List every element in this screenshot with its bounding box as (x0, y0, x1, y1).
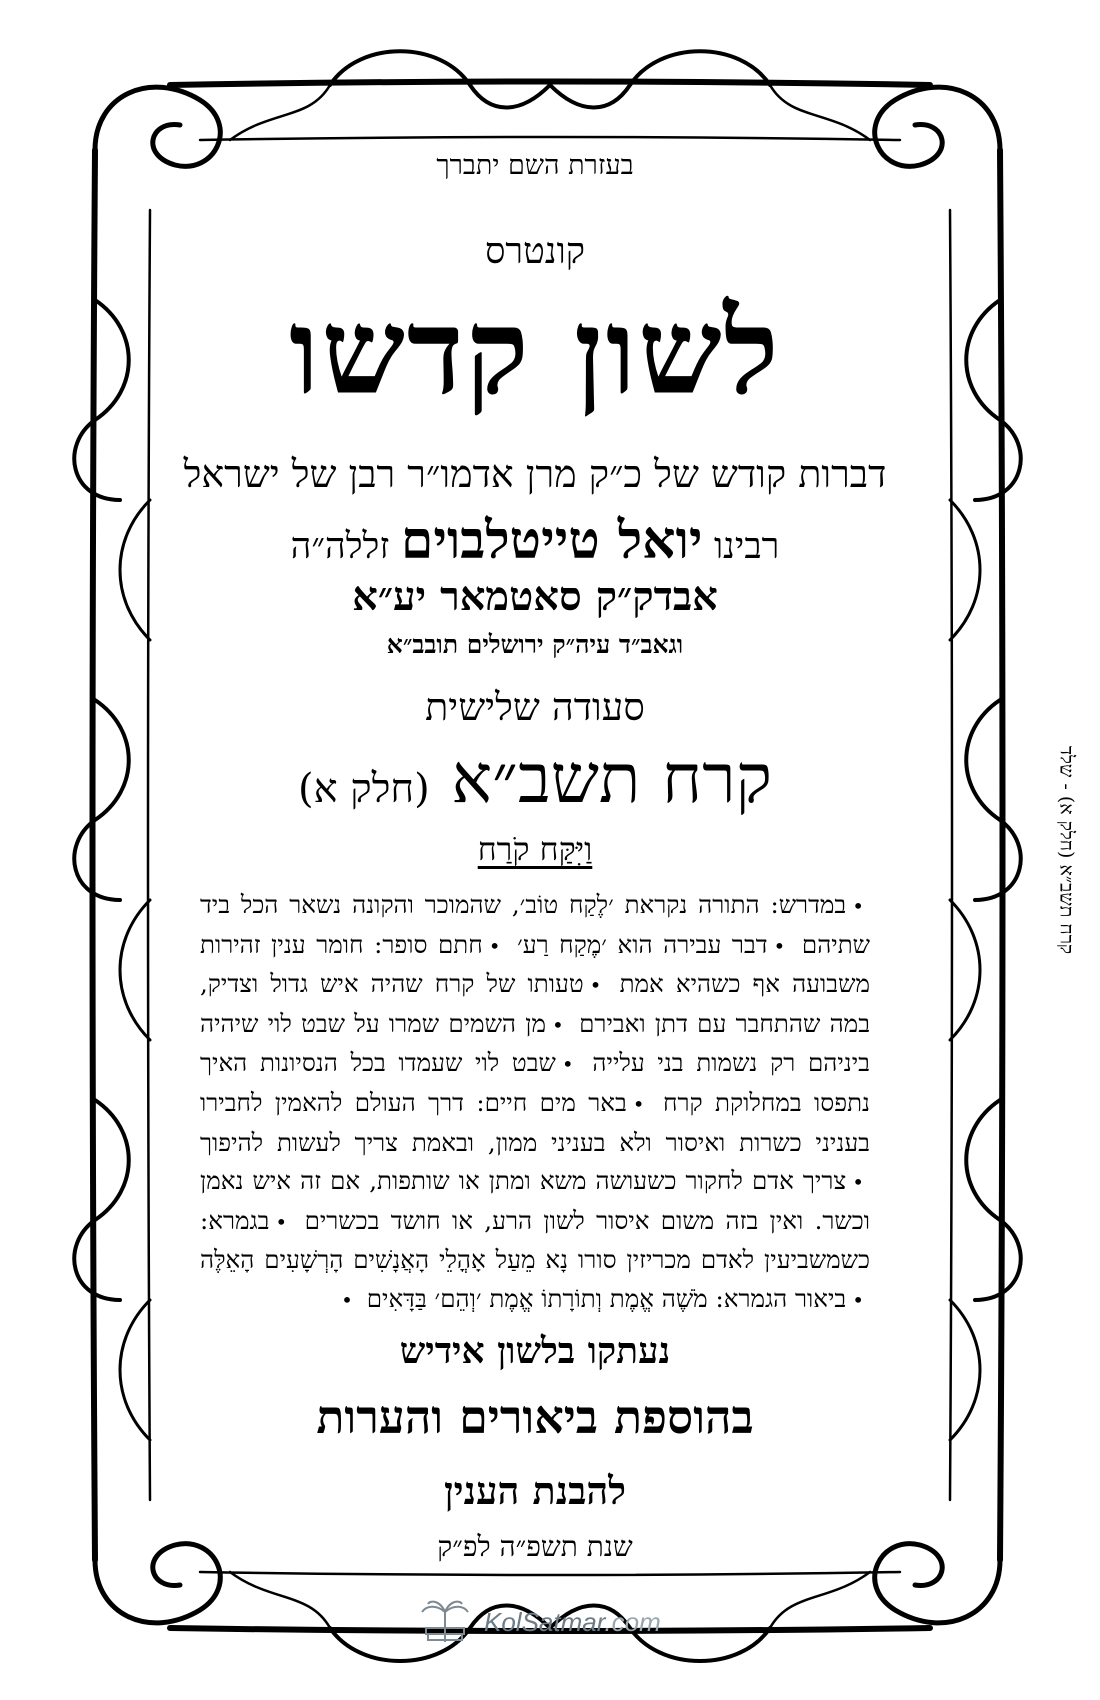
bullet-icon: • (589, 973, 602, 998)
part-label: (חלק א) (297, 766, 430, 812)
bullet-icon: • (552, 1012, 564, 1037)
logo-name: KolSatmar (484, 1606, 605, 1637)
av-beis-din-line: אבדק״ק סאטמאר יע״א (352, 573, 718, 620)
summary-paragraph (200, 886, 870, 1320)
gaav-line: וגאב״ד עיה״ק ירושלים תובב״א (386, 630, 684, 659)
logo-wordmark (484, 1607, 661, 1638)
bullet-icon: • (488, 933, 501, 958)
blessing-heading: בעזרת השם יתברך (436, 150, 634, 181)
verse-heading: וַיִּקַּח קֹרַח (477, 830, 593, 868)
summary-item: דבר עבירה הוא ׳מֶקַח רַע׳ (517, 929, 768, 959)
bullet-icon: • (852, 1170, 864, 1195)
seudah-heading: סעודה שלישית (425, 685, 645, 729)
subtitle-line: דברות קודש של כ״ק מרן אדמו״ר רבן של ישראל (183, 452, 887, 496)
cover-content (175, 150, 895, 1563)
summary-item: שבט לוי שעמדו בכל הנסיונות האיך נתפסו במחלוקת קרח (200, 1048, 870, 1117)
rebbe-prefix: רבינו (713, 526, 780, 567)
kolsatmar-logo[interactable] (418, 1598, 688, 1646)
bullet-icon: • (561, 1052, 574, 1077)
bullet-icon: • (632, 1091, 645, 1116)
summary-item: ביאור הגמרא: מֹשֶׁה אֱמֶת וְתוֹרָתוֹ אֱמֶת ׳וְהֵם׳ בַּדָּאִים (366, 1283, 847, 1313)
summary-item: במדרש: התורה נקראת ׳לֶקַח טוֹב׳, שהמוכר והקונה נשאר הכל ביד שתיהם (200, 890, 870, 959)
palm-tree-books-icon (418, 1598, 472, 1646)
summary-item: צריך אדם לחקור כשעושה משא ומתן או שותפות, אם זה איש נאמן וכשר. ואין בזה משום איסור לשון הרע, או חושד בכשרים (200, 1166, 870, 1235)
bullet-icon: • (852, 894, 864, 918)
side-running-head: קרח תשב״א (חלק א) - שלד (1055, 745, 1078, 955)
rebbe-name: יואל טייטלבוים (400, 510, 703, 571)
translated-note: נעתקו בלשון אידיש (399, 1330, 671, 1372)
rebbe-line (175, 510, 895, 571)
summary-item: באר מים חיים: דרך העולם להאמין לחבירו בעניני כשרות ואיסור ולא בעניני ממון, ובאמת צריך לעשות להיפוך (200, 1087, 870, 1157)
bullet-icon: • (275, 1209, 288, 1234)
logo-domain: .com (604, 1606, 661, 1637)
parsha-title (175, 740, 895, 819)
kuntres-label: קונטרס (484, 231, 586, 272)
summary-item: טעותו של קרח שהיה איש גדול וצדיק, במה שהתחבר עם דתן ואבירם (200, 969, 870, 1038)
understanding-note: להבנת הענין (443, 1468, 627, 1513)
parsha-name: קרח תשב״א (451, 740, 773, 819)
bullet-icon: • (852, 1287, 864, 1312)
additions-note: בהוספת ביאורים והערות (316, 1390, 754, 1444)
summary-item: חתם סופר: חומר ענין זהירות משבועה אף כשהיא אמת (200, 929, 870, 999)
year-line: שנת תשפ״ה לפ״ק (437, 1530, 633, 1563)
bullet-icon: • (341, 1287, 353, 1312)
summary-item: מן השמים שמרו על שבט לוי שיהיה ביניהם רק נשמות בני עלייה (200, 1008, 870, 1078)
rebbe-suffix: זללה״ה (290, 526, 390, 567)
bullet-icon: • (773, 933, 786, 958)
main-title: לשון קדשו (289, 282, 781, 421)
summary-item: בגמרא: כשמשביעין לאדם מכריזין סורו נָא מֵעַל אָהֳלֵי הָאֲנָשִׁים הָרְשָׁעִים הָאֵלֶּה (200, 1205, 870, 1275)
